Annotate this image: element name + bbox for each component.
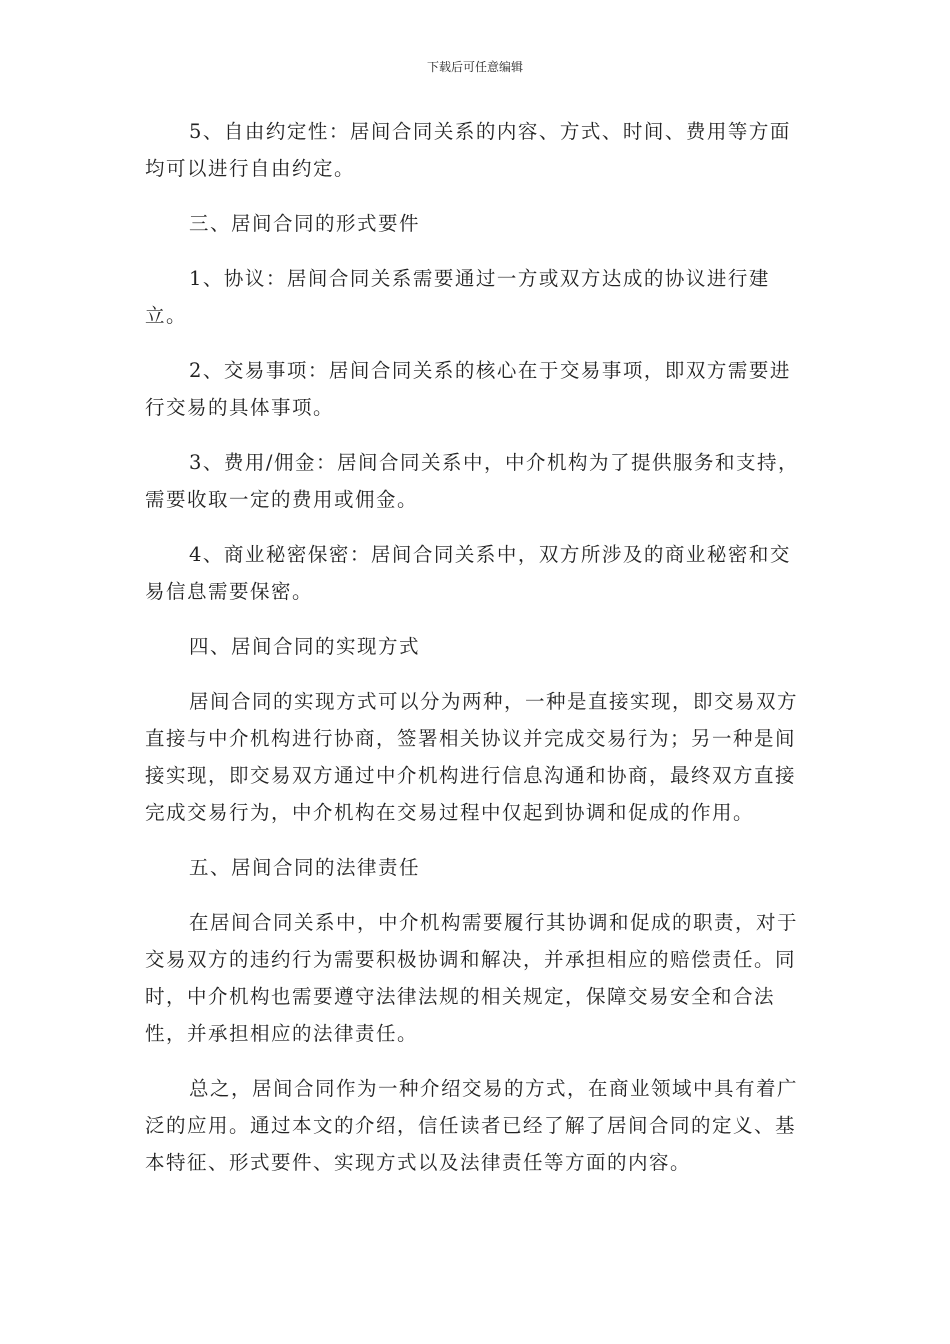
paragraph-conclusion: 总之，居间合同作为一种介绍交易的方式，在商业领域中具有着广泛的应用。通过本文的介绍，信任读者已经了解了居间合同的定义、基本特征、形式要件、实现方式以及法律责任等方面的内容。 [145, 1077, 799, 1174]
paragraph-transaction-matters: 2、交易事项：居间合同关系的核心在于交易事项，即双方需要进行交易的具体事项。 [145, 359, 791, 419]
section-heading-legal-liability: 五、居间合同的法律责任 [189, 856, 421, 879]
page-header: 下载后可任意编辑 [426, 60, 523, 74]
paragraph-implementation: 居间合同的实现方式可以分为两种，一种是直接实现，即交易双方直接与中介机构进行协商，签署相关协议并完成交易行为；另一种是间接实现，即交易双方通过中介机构进行信息沟通和协商，最终双方直接完成交易行为，中介机构在交易过程中仅起到协调和促成的作用。 [145, 690, 799, 824]
paragraph-legal-liability: 在居间合同关系中，中介机构需要履行其协调和促成的职责，对于交易双方的违约行为需要积极协调和解决，并承担相应的赔偿责任。同时，中介机构也需要遵守法律法规的相关规定，保障交易安全和合法性，并承担相应的法律责任。 [145, 911, 799, 1045]
section-heading-implementation: 四、居间合同的实现方式 [189, 635, 421, 658]
document-body [145, 113, 810, 1199]
paragraph-confidentiality: 4、商业秘密保密：居间合同关系中，双方所涉及的商业秘密和交易信息需要保密。 [145, 543, 791, 603]
paragraph-agreement: 1、协议：居间合同关系需要通过一方或双方达成的协议进行建立。 [145, 267, 770, 327]
paragraph-free-agreement: 5、自由约定性：居间合同关系的内容、方式、时间、费用等方面均可以进行自由约定。 [145, 120, 791, 180]
section-heading-formal-requirements: 三、居间合同的形式要件 [189, 212, 421, 235]
paragraph-fees-commission: 3、费用/佣金：居间合同关系中，中介机构为了提供服务和支持，需要收取一定的费用或佣金。 [145, 451, 799, 511]
